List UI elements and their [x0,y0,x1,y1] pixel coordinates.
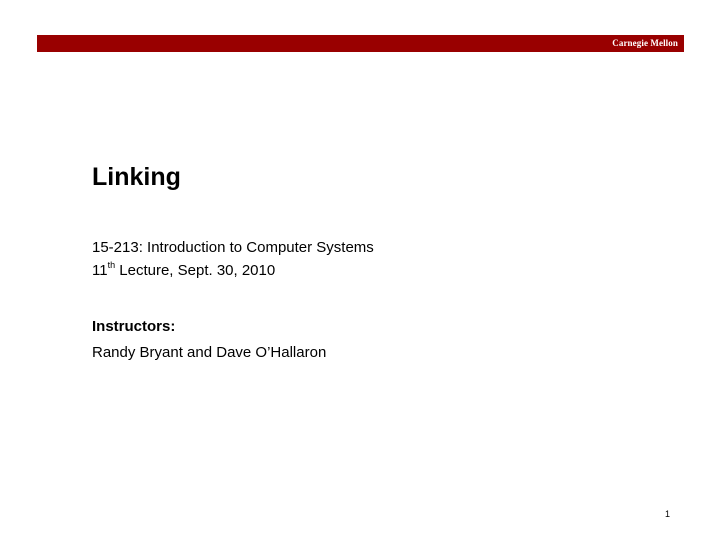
lecture-ordinal-suffix: th [107,260,116,270]
header-bar [37,35,684,52]
slide-title: Linking [92,163,181,191]
lecture-info [92,261,275,279]
course-name: 15-213: Introduction to Computer Systems [92,239,374,256]
instructors-label: Instructors: [92,318,176,335]
brand-label: Carnegie Mellon [612,38,678,48]
page-number: 1 [665,509,671,519]
instructors-names: Randy Bryant and Dave O’Hallaron [92,344,327,361]
lecture-number: 11 [92,262,108,279]
lecture-detail: Lecture, Sept. 30, 2010 [115,262,276,279]
